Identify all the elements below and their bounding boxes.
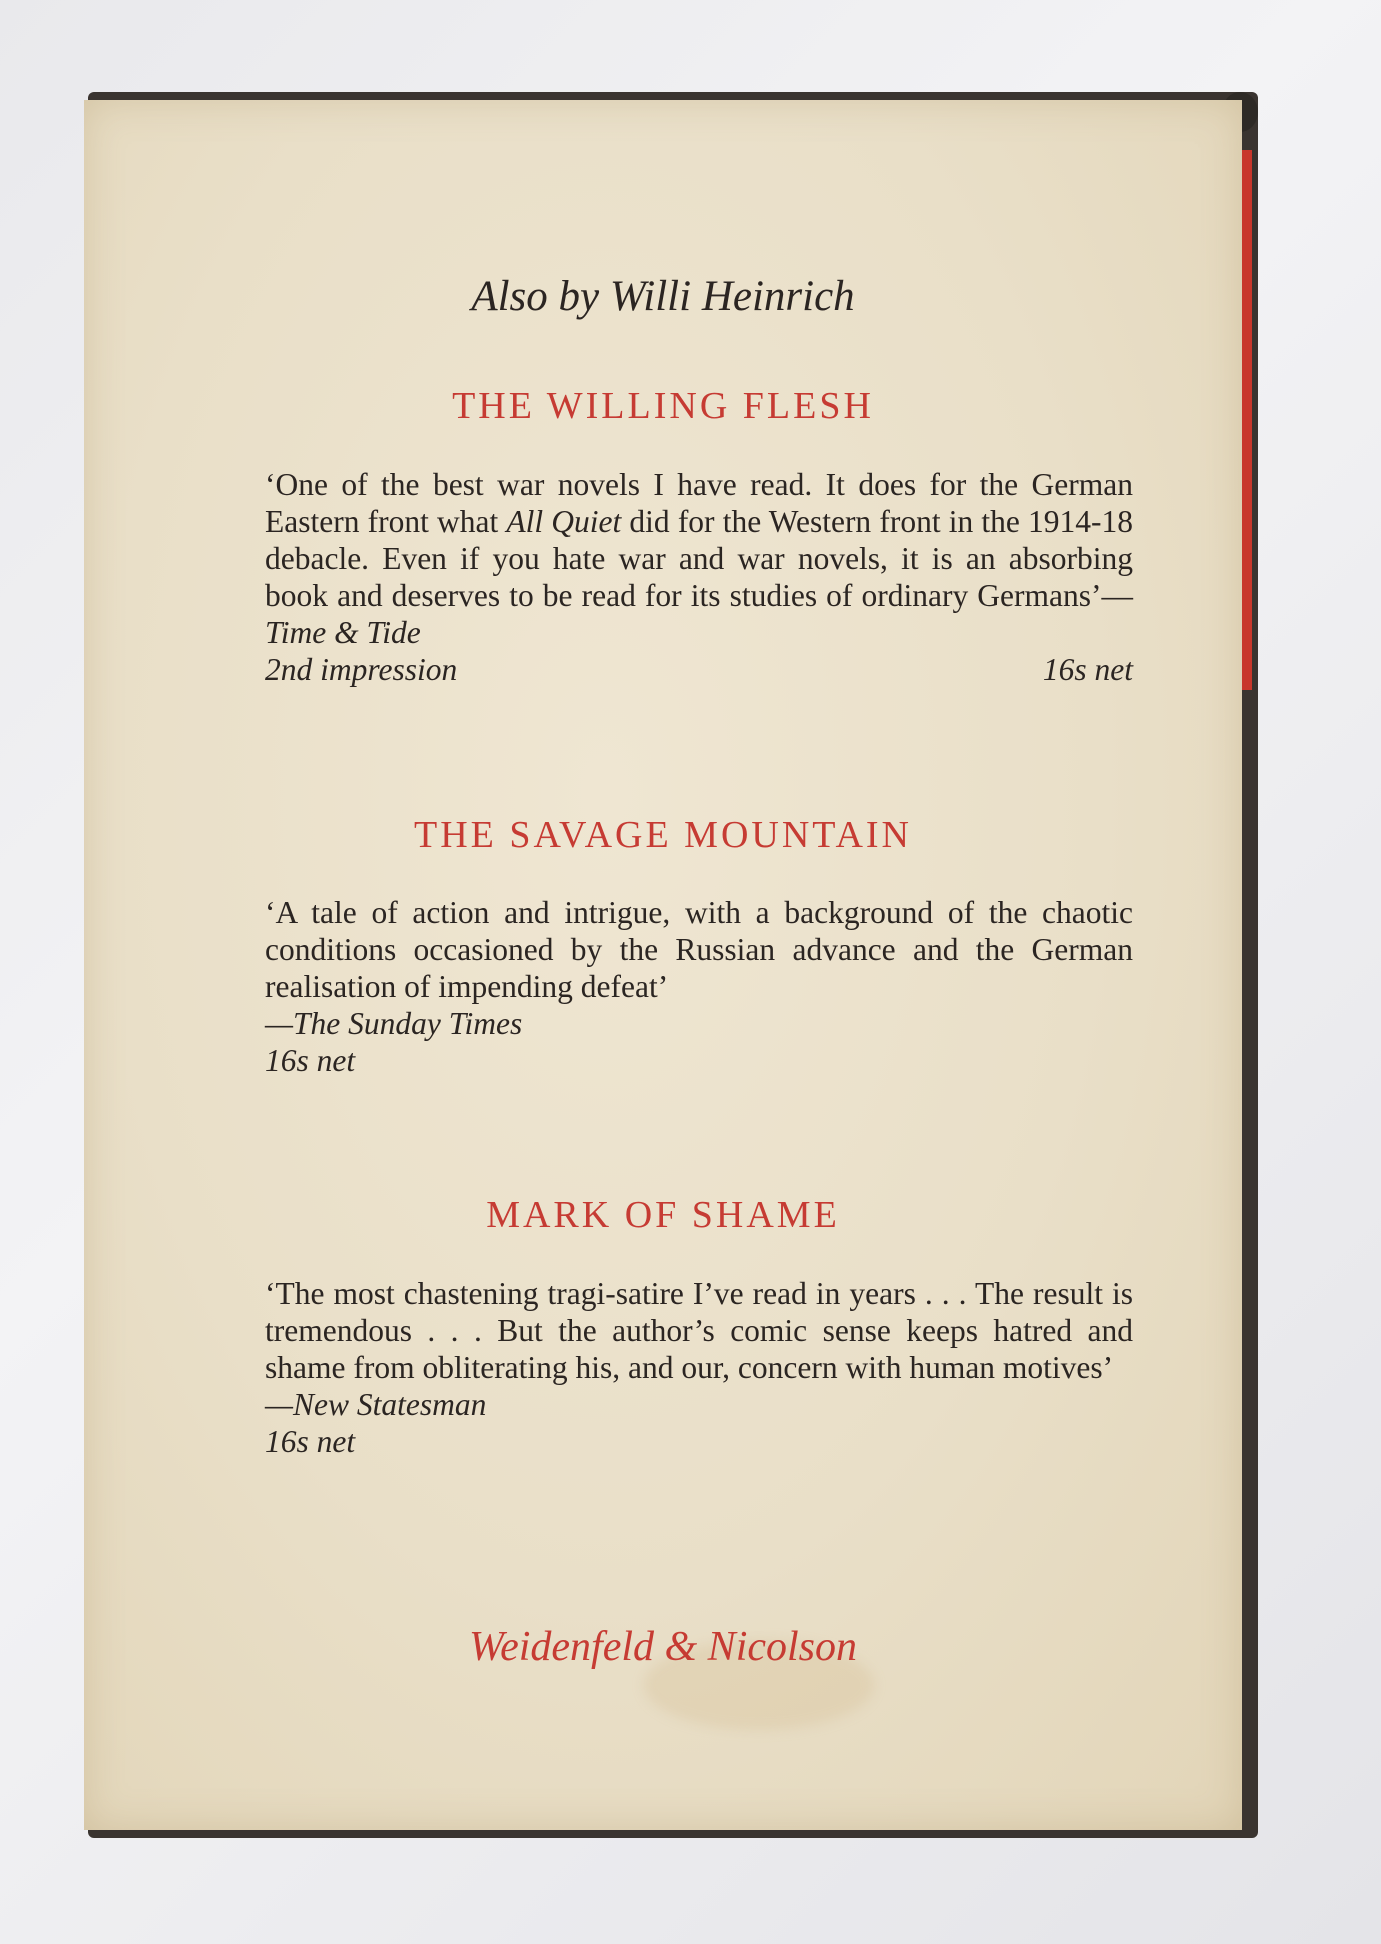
review-text: ‘The most chastening tragi-satire I’ve read in years . . . The result is tremendous . . . But the author’s comic sense keeps hatred and shame from obliterating his, and our, concern with human motives’ bbox=[265, 1276, 1133, 1385]
price: 16s net bbox=[265, 1043, 356, 1078]
review-source: —New Statesman bbox=[265, 1387, 487, 1422]
price: 16s net bbox=[265, 1424, 356, 1459]
book-title-mark-of-shame: MARK OF SHAME bbox=[486, 1194, 840, 1236]
review-text: ‘A tale of action and intrigue, with a background of the chaotic conditions occasioned by the Russian advance and the German realisation of impending defeat’ bbox=[265, 895, 1133, 1004]
review-source: Time & Tide bbox=[265, 615, 421, 650]
book-review-savage-mountain bbox=[265, 894, 1133, 1079]
also-by-heading: Also by Willi Heinrich bbox=[471, 273, 855, 320]
review-text-cont: did for the Western front in the 1914-18 debacle. Even if you hate war and war novels, it is an absorbing book and deserves to be read for its studies of ordinary Germans’— bbox=[265, 504, 1133, 613]
review-source: —The Sunday Times bbox=[265, 1006, 523, 1041]
price: 16s net bbox=[1042, 652, 1133, 687]
review-italic-title: All Quiet bbox=[506, 504, 622, 539]
publisher-name: Weidenfeld & Nicolson bbox=[468, 1624, 858, 1670]
book-review-mark-of-shame bbox=[265, 1275, 1133, 1460]
book-title-willing-flesh: THE WILLING FLESH bbox=[452, 385, 874, 427]
book-title-savage-mountain: THE SAVAGE MOUNTAIN bbox=[413, 814, 912, 856]
review-text: ‘One of the best war novels I have read. It does for the German Eastern front what bbox=[265, 467, 1133, 539]
book-review-willing-flesh bbox=[265, 466, 1133, 688]
impression-note: 2nd impression bbox=[265, 652, 458, 687]
